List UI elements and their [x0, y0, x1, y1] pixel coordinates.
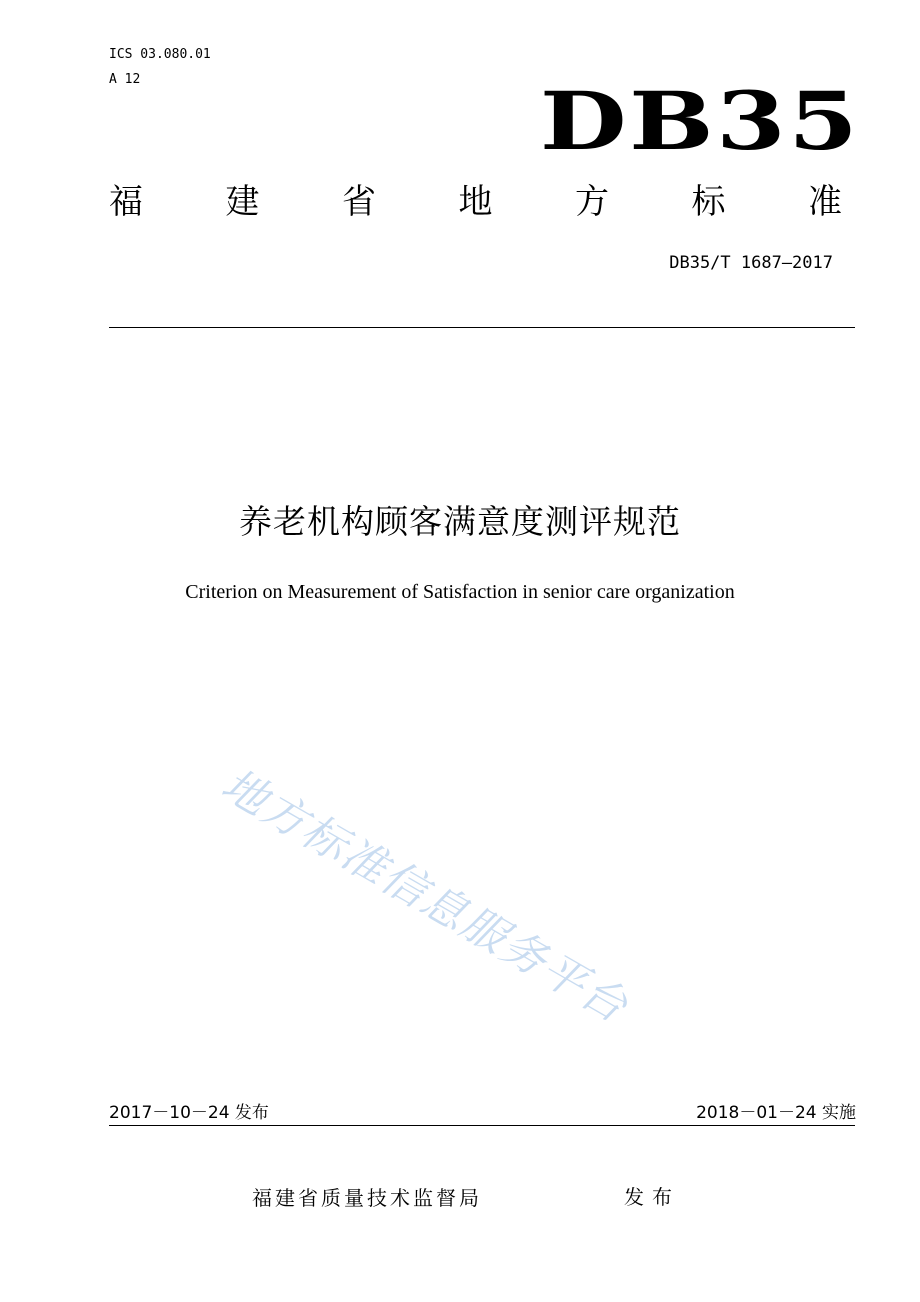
- standard-type-char: 方: [575, 182, 609, 222]
- issue-date: 2017－10－24 发布: [109, 1103, 269, 1123]
- standard-type-char: 福: [109, 182, 143, 222]
- top-divider: [109, 327, 855, 328]
- implementation-date: 2018－01－24 实施: [696, 1103, 856, 1123]
- standard-type-char: 准: [808, 182, 842, 222]
- watermark: 地方标准信息服务平台: [213, 759, 637, 1034]
- ics-code: ICS 03.080.01: [109, 47, 211, 62]
- title-chinese: 养老机构顾客满意度测评规范: [239, 502, 681, 541]
- ccs-code: A 12: [109, 72, 141, 87]
- standard-type-char: 建: [225, 182, 260, 222]
- title-english: Criterion on Measurement of Satisfaction in senior care organization: [185, 581, 735, 603]
- standard-type: [109, 180, 842, 224]
- standard-type-char: 省: [342, 182, 376, 222]
- standard-type-char: 地: [458, 182, 493, 222]
- issuing-authority: 福建省质量技术监督局: [252, 1186, 482, 1210]
- db35-logo: DB35: [539, 74, 860, 168]
- bottom-divider: [109, 1125, 855, 1126]
- standard-type-char: 标: [691, 182, 726, 222]
- issue-label: 发布: [624, 1185, 680, 1209]
- standard-number: DB35/T 1687—2017: [669, 253, 833, 273]
